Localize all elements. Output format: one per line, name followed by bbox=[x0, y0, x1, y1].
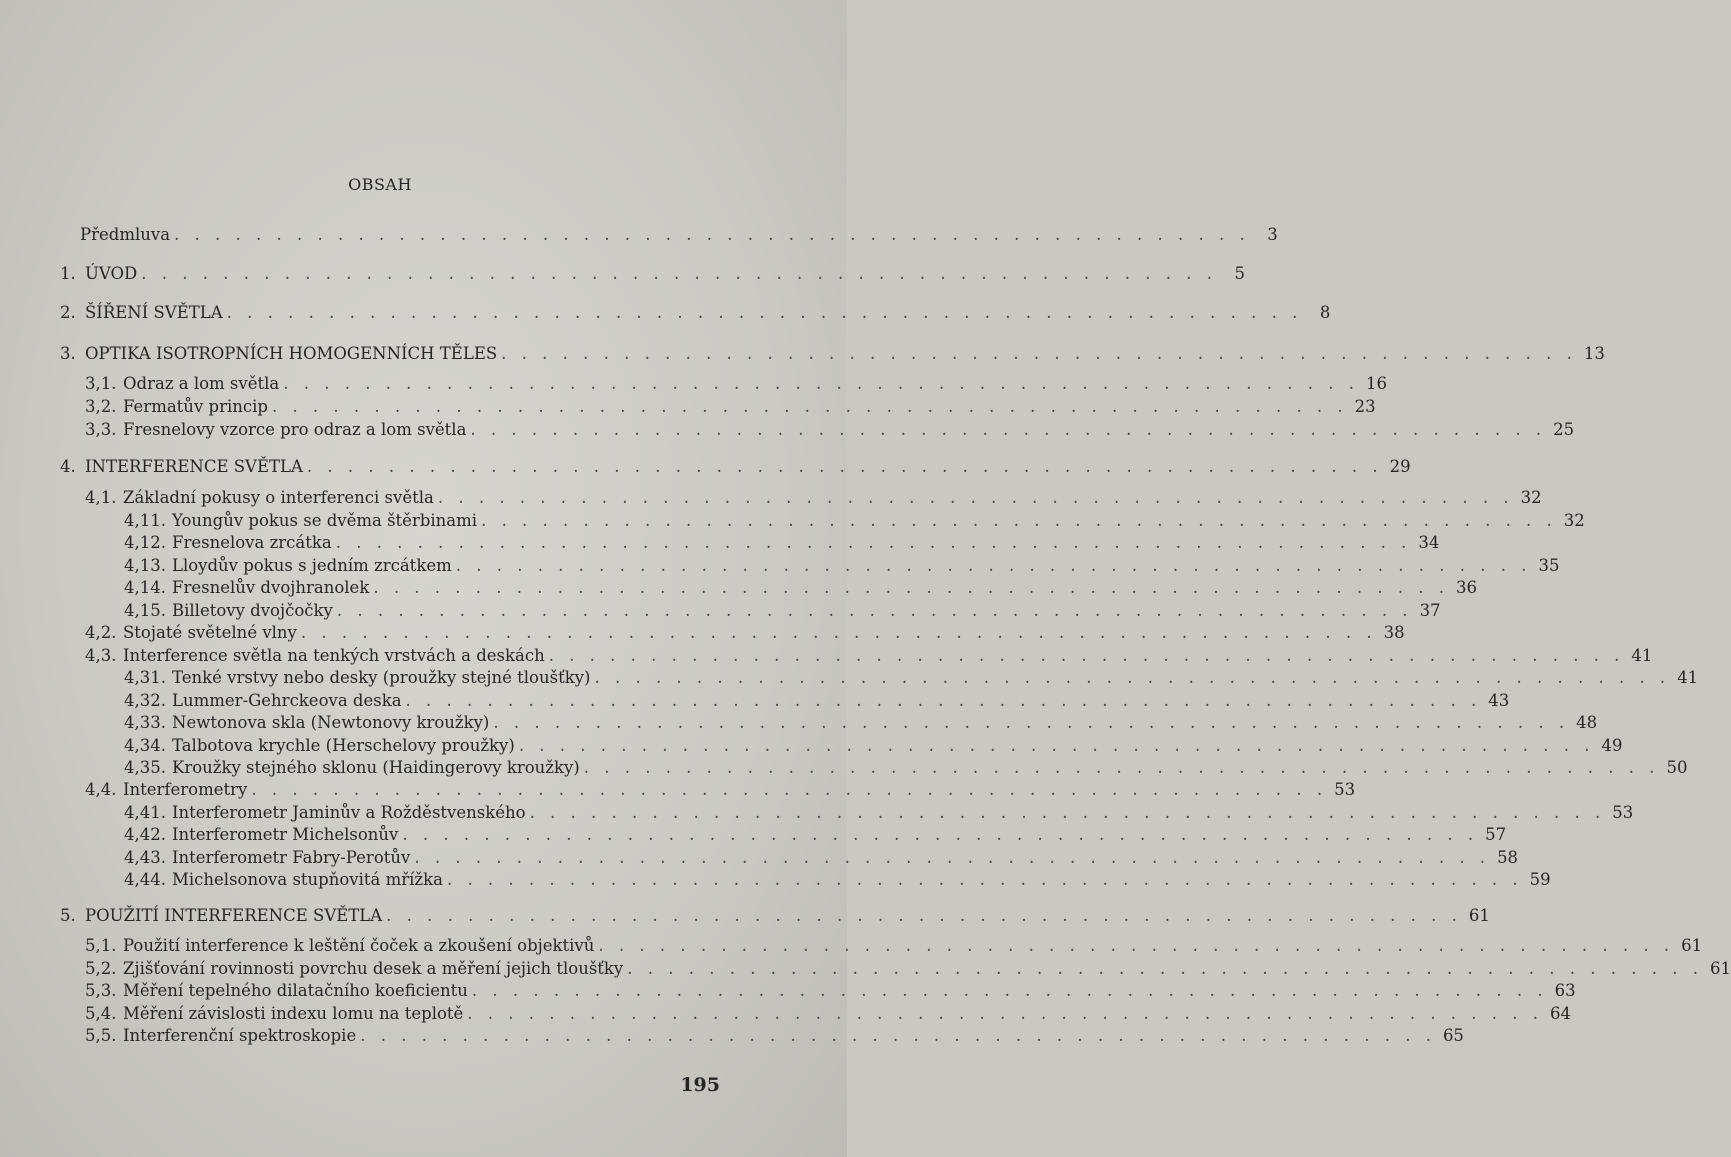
toc-title: Interferometr Michelsonův bbox=[172, 825, 399, 844]
toc-page: 53 bbox=[1612, 803, 1634, 822]
toc-title: Lloydův pokus s jedním zrcátkem bbox=[172, 556, 452, 575]
toc-number: 4,42. bbox=[124, 825, 166, 844]
toc-title: Předmluva bbox=[80, 225, 171, 244]
toc-entry bbox=[124, 533, 1440, 553]
toc-entry bbox=[60, 457, 1411, 477]
toc-number: 5,5. bbox=[85, 1026, 117, 1045]
toc-entry bbox=[124, 668, 1699, 688]
toc-title: Newtonova skla (Newtonovy kroužky) bbox=[172, 713, 490, 732]
toc-title: Lummer-Gehrckeova deska bbox=[172, 691, 402, 710]
toc-page: 38 bbox=[1383, 623, 1405, 642]
toc-page: 25 bbox=[1553, 420, 1575, 439]
toc-title: Interferometry bbox=[123, 780, 248, 799]
toc-number: 4. bbox=[60, 457, 76, 476]
toc-page: 50 bbox=[1666, 758, 1688, 777]
toc-page: 58 bbox=[1497, 848, 1519, 867]
page-number: 195 bbox=[680, 1074, 720, 1096]
toc-page: 43 bbox=[1488, 691, 1510, 710]
toc-title: Talbotova krychle (Herschelovy proužky) bbox=[172, 736, 515, 755]
toc-entry bbox=[60, 344, 1605, 364]
toc-page: 61 bbox=[1468, 906, 1490, 925]
toc-number: 4,31. bbox=[124, 668, 166, 687]
toc-number: 4,4. bbox=[85, 780, 117, 799]
leader-dots: . . . . . . . . . . . . . . . . . . . . . . . . . . . . . . . . . . . . . . . . . . . . . . . . . . . . . bbox=[501, 344, 1577, 363]
toc-page: 23 bbox=[1354, 397, 1376, 416]
toc-title: ŠÍŘENÍ SVĚTLA bbox=[85, 303, 223, 322]
toc-number: 4,44. bbox=[124, 870, 166, 889]
leader-dots: . . . . . . . . . . . . . . . . . . . . . . . . . . . . . . . . . . . . . . . . . . . . . . . . . . . . . bbox=[446, 870, 1523, 889]
toc-title: Interference světla na tenkých vrstvách a deskách bbox=[123, 646, 545, 665]
toc-page: 35 bbox=[1538, 556, 1560, 575]
toc-title: Interferometr Jaminův a Rožděstvenského bbox=[172, 803, 526, 822]
toc-entry bbox=[85, 1004, 1572, 1024]
toc-number: 5,2. bbox=[85, 959, 117, 978]
toc-title: Základní pokusy o interferenci světla bbox=[123, 488, 434, 507]
toc-number: 4,43. bbox=[124, 848, 166, 867]
leader-dots: . . . . . . . . . . . . . . . . . . . . . . . . . . . . . . . . . . . . . . . . . . . . . . . . . . . . . bbox=[402, 825, 1479, 844]
leader-dots: . . . . . . . . . . . . . . . . . . . . . . . . . . . . . . . . . . . . . . . . . . . . . . . . . . . . . bbox=[481, 511, 1557, 530]
toc-page: 36 bbox=[1456, 578, 1478, 597]
toc-page: 32 bbox=[1563, 511, 1585, 530]
toc-entry bbox=[85, 780, 1356, 800]
toc-number: 5,4. bbox=[85, 1004, 117, 1023]
toc-entry bbox=[85, 374, 1387, 394]
toc-number: 3,2. bbox=[85, 397, 117, 416]
toc-number: 4,2. bbox=[85, 623, 117, 642]
toc-title: Použití interference k leštění čoček a zkoušení objektivů bbox=[123, 936, 595, 955]
toc-entry bbox=[85, 1026, 1464, 1046]
leader-dots: . . . . . . . . . . . . . . . . . . . . . . . . . . . . . . . . . . . . . . . . . . . . . . . . . . . . . bbox=[373, 578, 1450, 597]
toc-page: 5 bbox=[1234, 264, 1246, 283]
toc-page: 41 bbox=[1631, 646, 1653, 665]
toc-number: 4,11. bbox=[124, 511, 166, 530]
toc-title: Interferenční spektroskopie bbox=[123, 1026, 357, 1045]
toc-entry bbox=[85, 420, 1575, 440]
leader-dots: . . . . . . . . . . . . . . . . . . . . . . . . . . . . . . . . . . . . . . . . . . . . . . . . . . . . . bbox=[627, 959, 1703, 978]
toc-number: 4,33. bbox=[124, 713, 166, 732]
leader-dots: . . . . . . . . . . . . . . . . . . . . . . . . . . . . . . . . . . . . . . . . . . . . . . . . . . . . . bbox=[283, 374, 1359, 393]
toc-title: OPTIKA ISOTROPNÍCH HOMOGENNÍCH TĚLES bbox=[85, 344, 498, 363]
toc-number: 5. bbox=[60, 906, 76, 925]
toc-number: 5,1. bbox=[85, 936, 117, 955]
toc-page: 13 bbox=[1583, 344, 1605, 363]
toc-page: 16 bbox=[1365, 374, 1387, 393]
toc-page: 41 bbox=[1677, 668, 1699, 687]
leader-dots: . . . . . . . . . . . . . . . . . . . . . . . . . . . . . . . . . . . . . . . . . . . . . . . . . . . . . bbox=[548, 646, 1625, 665]
leader-dots: . . . . . . . . . . . . . . . . . . . . . . . . . . . . . . . . . . . . . . . . . . . . . . . . . . . . . bbox=[594, 668, 1671, 687]
toc-page: 37 bbox=[1419, 601, 1441, 620]
leader-dots: . . . . . . . . . . . . . . . . . . . . . . . . . . . . . . . . . . . . . . . . . . . . . . . . . . . . . bbox=[335, 533, 1412, 552]
toc-page: 48 bbox=[1576, 713, 1598, 732]
toc-title: POUŽITÍ INTERFERENCE SVĚTLA bbox=[85, 906, 383, 925]
toc-title: ÚVOD bbox=[85, 264, 138, 283]
toc-number: 4,14. bbox=[124, 578, 166, 597]
toc-entry bbox=[124, 758, 1688, 778]
toc-title: Stojaté světelné vlny bbox=[123, 623, 297, 642]
toc-title: Fermatův princip bbox=[123, 397, 268, 416]
toc-number: 4,1. bbox=[85, 488, 117, 507]
leader-dots: . . . . . . . . . . . . . . . . . . . . . . . . . . . . . . . . . . . . . . . . . . . . . . . . . . . . . bbox=[467, 1004, 1544, 1023]
toc-page: 63 bbox=[1554, 981, 1576, 1000]
toc-title: Billetovy dvojčočky bbox=[172, 601, 333, 620]
toc-page: 8 bbox=[1319, 303, 1331, 322]
toc-entry bbox=[85, 488, 1542, 508]
leader-dots: . . . . . . . . . . . . . . . . . . . . . . . . . . . . . . . . . . . . . . . . . . . . . . . . . . . . . bbox=[455, 556, 1532, 575]
toc-page: 61 bbox=[1681, 936, 1703, 955]
toc-title: Tenké vrstvy nebo desky (proužky stejné tloušťky) bbox=[172, 668, 591, 687]
leader-dots: . . . . . . . . . . . . . . . . . . . . . . . . . . . . . . . . . . . . . . . . . . . . . . . . . . . . . bbox=[437, 488, 1514, 507]
toc-title: Měření závislosti indexu lomu na teplotě bbox=[123, 1004, 464, 1023]
toc-page: 65 bbox=[1442, 1026, 1464, 1045]
leader-dots: . . . . . . . . . . . . . . . . . . . . . . . . . . . . . . . . . . . . . . . . . . . . . . . . . . . . . bbox=[141, 264, 1218, 283]
leader-dots: . . . . . . . . . . . . . . . . . . . . . . . . . . . . . . . . . . . . . . . . . . . . . . . . . . . . . bbox=[518, 736, 1595, 755]
leader-dots: . . . . . . . . . . . . . . . . . . . . . . . . . . . . . . . . . . . . . . . . . . . . . . . . . . . . . bbox=[300, 623, 1377, 642]
contents-heading: OBSAH bbox=[348, 175, 412, 194]
toc-title: Zjišťování rovinnosti povrchu desek a měření jejich tloušťky bbox=[123, 959, 624, 978]
toc-title: Měření tepelného dilatačního koeficientu bbox=[123, 981, 468, 1000]
leader-dots: . . . . . . . . . . . . . . . . . . . . . . . . . . . . . . . . . . . . . . . . . . . . . . . . . . . . . bbox=[470, 420, 1547, 439]
toc-title: Interferometr Fabry-Perotův bbox=[172, 848, 411, 867]
toc-entry bbox=[124, 601, 1441, 621]
toc-entry bbox=[85, 981, 1576, 1001]
leader-dots: . . . . . . . . . . . . . . . . . . . . . . . . . . . . . . . . . . . . . . . . . . . . . . . . . . . . . bbox=[598, 936, 1675, 955]
toc-number: 3,3. bbox=[85, 420, 117, 439]
toc-title: Fresnelovy vzorce pro odraz a lom světla bbox=[123, 420, 467, 439]
toc-entry bbox=[60, 906, 1490, 926]
leader-dots: . . . . . . . . . . . . . . . . . . . . . . . . . . . . . . . . . . . . . . . . . . . . . . . . . . . . . bbox=[336, 601, 1413, 620]
toc-entry bbox=[124, 848, 1519, 868]
toc-page: 32 bbox=[1520, 488, 1542, 507]
toc-entry bbox=[124, 825, 1507, 845]
toc-entry bbox=[124, 511, 1585, 531]
toc-page: 64 bbox=[1550, 1004, 1572, 1023]
toc-title: Youngův pokus se dvěma štěrbinami bbox=[172, 511, 478, 530]
toc-number: 4,41. bbox=[124, 803, 166, 822]
leader-dots: . . . . . . . . . . . . . . . . . . . . . . . . . . . . . . . . . . . . . . . . . . . . . . . . . . . . . bbox=[306, 457, 1383, 476]
toc-entry bbox=[85, 397, 1376, 417]
toc-page: 29 bbox=[1389, 457, 1411, 476]
toc-entry bbox=[85, 623, 1405, 643]
toc-number: 2. bbox=[60, 303, 76, 322]
toc-number: 4,13. bbox=[124, 556, 166, 575]
leader-dots: . . . . . . . . . . . . . . . . . . . . . . . . . . . . . . . . . . . . . . . . . . . . . . . . . . . . . bbox=[583, 758, 1660, 777]
toc-page: 61 bbox=[1709, 959, 1731, 978]
toc-entry bbox=[80, 225, 1278, 245]
toc-entry bbox=[85, 936, 1703, 956]
leader-dots: . . . . . . . . . . . . . . . . . . . . . . . . . . . . . . . . . . . . . . . . . . . . . . . . . . . . . bbox=[471, 981, 1548, 1000]
toc-entry bbox=[60, 264, 1246, 284]
toc-entry bbox=[124, 803, 1634, 823]
toc-entry bbox=[60, 303, 1331, 323]
toc-number: 5,3. bbox=[85, 981, 117, 1000]
toc-number: 3,1. bbox=[85, 374, 117, 393]
toc-page: 53 bbox=[1334, 780, 1356, 799]
toc-title: Fresnelova zrcátka bbox=[172, 533, 332, 552]
toc-number: 4,35. bbox=[124, 758, 166, 777]
leader-dots: . . . . . . . . . . . . . . . . . . . . . . . . . . . . . . . . . . . . . . . . . . . . . . . . . . . . . bbox=[174, 225, 1250, 244]
leader-dots: . . . . . . . . . . . . . . . . . . . . . . . . . . . . . . . . . . . . . . . . . . . . . . . . . . . . . bbox=[271, 397, 1348, 416]
toc-entry bbox=[124, 556, 1560, 576]
leader-dots: . . . . . . . . . . . . . . . . . . . . . . . . . . . . . . . . . . . . . . . . . . . . . . . . . . . . . bbox=[360, 1026, 1436, 1045]
toc-page: 49 bbox=[1601, 736, 1623, 755]
toc-title: INTERFERENCE SVĚTLA bbox=[85, 457, 303, 476]
toc-title: Fresnelův dvojhranolek bbox=[172, 578, 370, 597]
toc-page: 57 bbox=[1485, 825, 1507, 844]
toc-entry bbox=[124, 578, 1478, 598]
toc-title: Kroužky stejného sklonu (Haidingerovy kroužky) bbox=[172, 758, 580, 777]
leader-dots: . . . . . . . . . . . . . . . . . . . . . . . . . . . . . . . . . . . . . . . . . . . . . . . . . . . . . bbox=[529, 803, 1606, 822]
toc-entry bbox=[124, 870, 1551, 890]
toc-entry bbox=[85, 646, 1653, 666]
toc-page: 34 bbox=[1418, 533, 1440, 552]
leader-dots: . . . . . . . . . . . . . . . . . . . . . . . . . . . . . . . . . . . . . . . . . . . . . . . . . . . . . bbox=[414, 848, 1491, 867]
toc-number: 1. bbox=[60, 264, 76, 283]
toc-page: 59 bbox=[1529, 870, 1551, 889]
toc-number: 4,12. bbox=[124, 533, 166, 552]
toc-number: 4,32. bbox=[124, 691, 166, 710]
toc-entry bbox=[124, 736, 1623, 756]
toc-number: 3. bbox=[60, 344, 76, 363]
toc-title: Odraz a lom světla bbox=[123, 374, 280, 393]
leader-dots: . . . . . . . . . . . . . . . . . . . . . . . . . . . . . . . . . . . . . . . . . . . . . . . . . . . . . bbox=[493, 713, 1570, 732]
leader-dots: . . . . . . . . . . . . . . . . . . . . . . . . . . . . . . . . . . . . . . . . . . . . . . . . . . . . . bbox=[226, 303, 1303, 322]
toc-title: Michelsonova stupňovitá mřížka bbox=[172, 870, 443, 889]
leader-dots: . . . . . . . . . . . . . . . . . . . . . . . . . . . . . . . . . . . . . . . . . . . . . . . . . . . . . bbox=[251, 780, 1328, 799]
toc-number: 4,3. bbox=[85, 646, 117, 665]
leader-dots: . . . . . . . . . . . . . . . . . . . . . . . . . . . . . . . . . . . . . . . . . . . . . . . . . . . . . bbox=[386, 906, 1462, 925]
toc-entry bbox=[124, 713, 1598, 733]
toc-entry bbox=[85, 959, 1731, 979]
leader-dots: . . . . . . . . . . . . . . . . . . . . . . . . . . . . . . . . . . . . . . . . . . . . . . . . . . . . . bbox=[405, 691, 1482, 710]
toc-entry bbox=[124, 691, 1510, 711]
toc-page: 3 bbox=[1267, 225, 1278, 244]
toc-number: 4,15. bbox=[124, 601, 166, 620]
toc-number: 4,34. bbox=[124, 736, 166, 755]
